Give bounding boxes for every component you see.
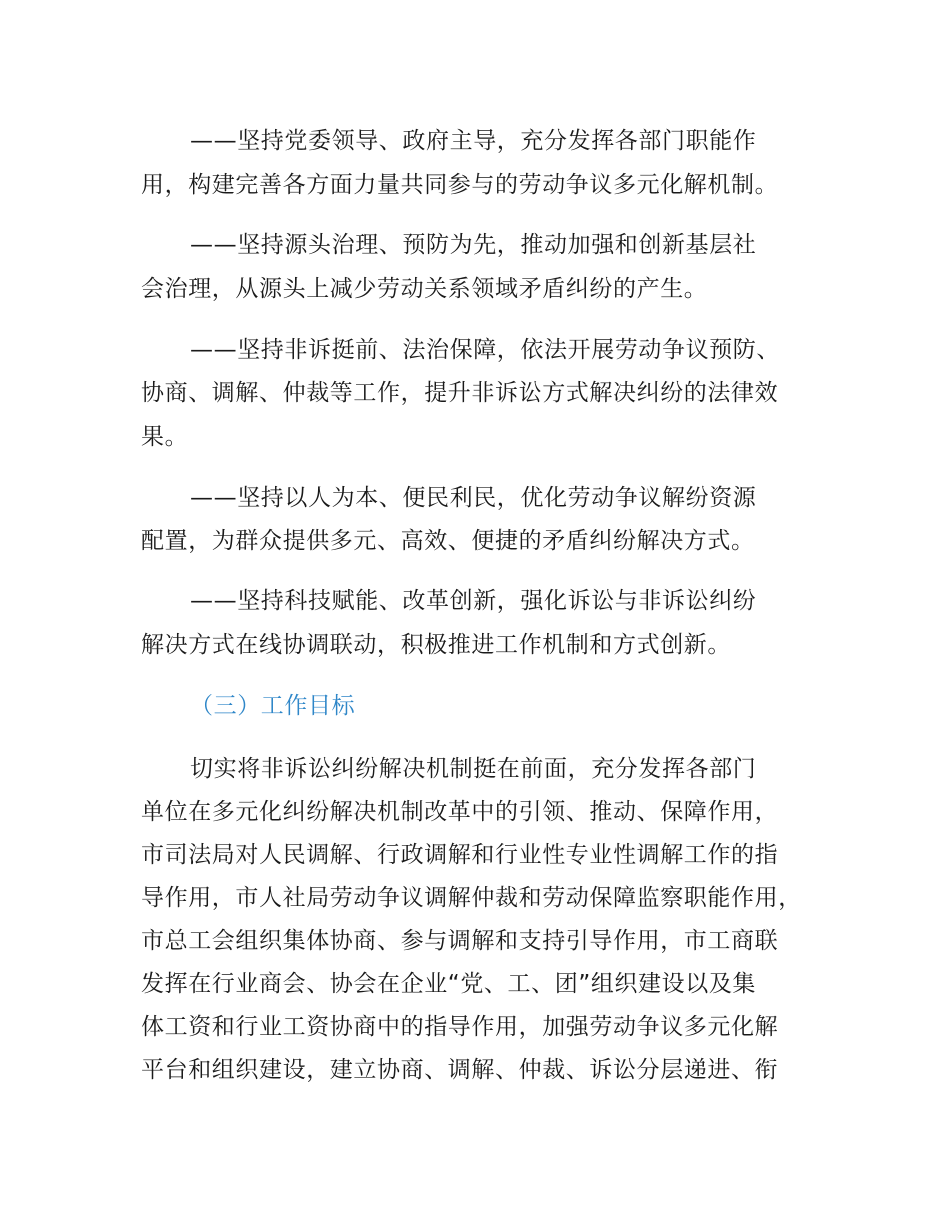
principle-1-line-1: ——坚持党委领导、政府主导，充分发挥各部门职能作 bbox=[190, 128, 757, 154]
goal-line-7: 体工资和行业工资协商中的指导作用，加强劳动争议多元化解 bbox=[141, 1014, 779, 1040]
principle-3-line-3: 果。 bbox=[141, 424, 189, 450]
principle-2-line-1: ——坚持源头治理、预防为先，推动加强和创新基层社 bbox=[190, 232, 757, 258]
goal-line-5: 市总工会组织集体协商、参与调解和支持引导作用，市工商联 bbox=[141, 928, 779, 954]
principle-3-line-2: 协商、调解、仲裁等工作，提升非诉讼方式解决纠纷的法律效 bbox=[141, 380, 779, 406]
principle-3-line-1: ——坚持非诉挺前、法治保障，依法开展劳动争议预防、 bbox=[190, 337, 780, 363]
goal-line-2: 单位在多元化纠纷解决机制改革中的引领、推动、保障作用， bbox=[141, 799, 779, 825]
goal-line-8: 平台和组织建设，建立协商、调解、仲裁、诉讼分层递进、衔 bbox=[141, 1057, 779, 1083]
principle-2-line-2: 会治理，从源头上减少劳动关系领域矛盾纠纷的产生。 bbox=[141, 276, 708, 302]
principle-1-line-2: 用，构建完善各方面力量共同参与的劳动争议多元化解机制。 bbox=[141, 172, 779, 198]
principle-5-line-1: ——坚持科技赋能、改革创新，强化诉讼与非诉讼纠纷 bbox=[190, 588, 757, 614]
goal-line-1: 切实将非诉讼纠纷解决机制挺在前面，充分发挥各部门 bbox=[190, 756, 757, 782]
principle-4-line-2: 配置，为群众提供多元、高效、便捷的矛盾纠纷解决方式。 bbox=[141, 528, 755, 554]
section-heading: （三）工作目标 bbox=[190, 693, 356, 719]
goal-line-6: 发挥在行业商会、协会在企业“党、工、团”组织建设以及集 bbox=[141, 971, 757, 997]
principle-4-line-1: ——坚持以人为本、便民利民，优化劳动争议解纷资源 bbox=[190, 485, 757, 511]
principle-5-line-2: 解决方式在线协调联动，积极推进工作机制和方式创新。 bbox=[141, 632, 731, 658]
goal-line-3: 市司法局对人民调解、行政调解和行业性专业性调解工作的指 bbox=[141, 842, 779, 868]
goal-line-4: 导作用，市人社局劳动争议调解仲裁和劳动保障监察职能作用， bbox=[141, 885, 802, 911]
